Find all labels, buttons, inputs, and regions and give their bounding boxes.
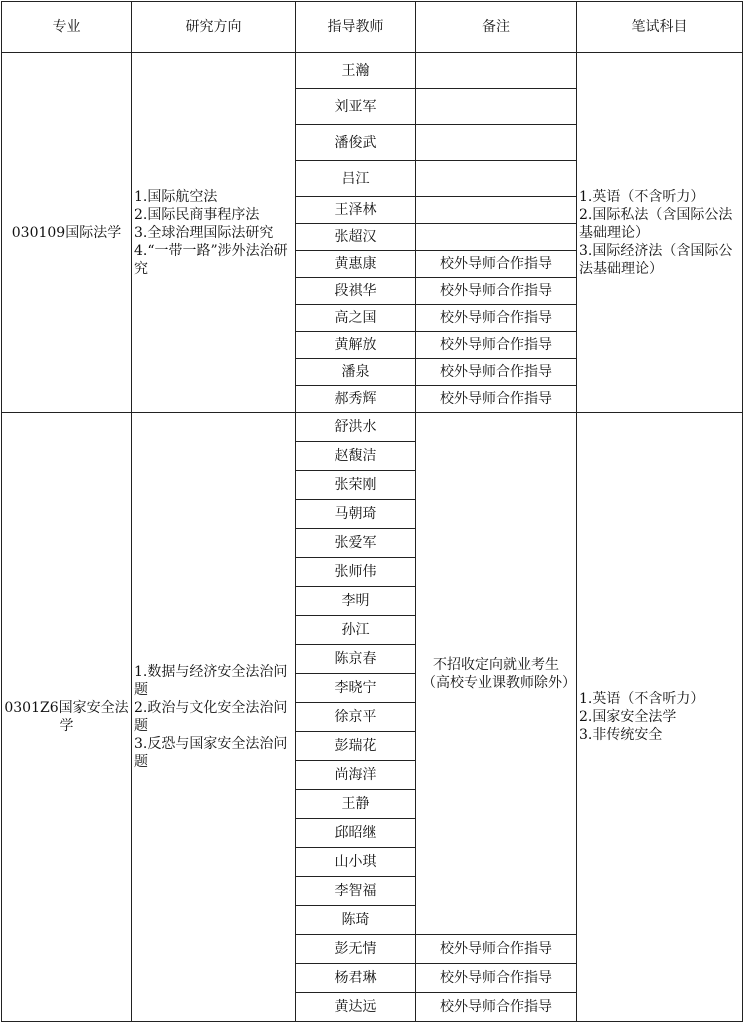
table-row [2,413,743,442]
major-name: 0301Z6国家安全法学 [2,413,132,1022]
exam-subject-item: 3.国际经济法（含国际公法基础理论） [579,242,733,277]
direction-item: 3.全球治理国际法研究 [134,224,274,241]
table-row [2,53,743,89]
exam-subject-list [577,53,743,413]
header-advisor: 指导教师 [296,2,416,53]
advisor-note: 校外导师合作指导 [416,935,577,964]
advisor-name: 李明 [296,587,416,616]
advisor-name: 刘亚军 [296,89,416,125]
advisor-name: 舒洪水 [296,413,416,442]
header-direction: 研究方向 [132,2,296,53]
advisor-name: 潘俊武 [296,125,416,161]
direction-item: 4.“一带一路”涉外法治研究 [134,242,288,277]
advisor-name: 山小琪 [296,848,416,877]
advisor-note: 校外导师合作指导 [416,359,577,386]
advisor-name: 郝秀辉 [296,386,416,413]
advisor-name: 潘泉 [296,359,416,386]
advisor-name: 张超汉 [296,224,416,251]
advisor-note [416,53,577,89]
header-exam-subjects: 笔试科目 [577,2,743,53]
direction-item: 3.反恐与国家安全法治问题 [134,736,288,770]
advisor-note: 校外导师合作指导 [416,251,577,278]
advisor-name: 黄达远 [296,993,416,1022]
header-note: 备注 [416,2,577,53]
header-row [2,2,743,53]
advisor-name: 吕江 [296,161,416,197]
direction-list [132,53,296,413]
advisor-note [416,89,577,125]
advisor-note [416,224,577,251]
advisor-name: 徐京平 [296,703,416,732]
group-note: 不招收定向就业考生（高校专业课教师除外） [416,413,577,935]
exam-subject-item: 3.非传统安全 [579,727,663,743]
advisor-note [416,161,577,197]
advisor-name: 张师伟 [296,558,416,587]
advisor-table [1,1,743,1022]
advisor-name: 尚海洋 [296,761,416,790]
advisor-name: 高之国 [296,305,416,332]
advisor-name: 陈琦 [296,906,416,935]
advisor-name: 邱昭继 [296,819,416,848]
advisor-note: 校外导师合作指导 [416,332,577,359]
advisor-name: 李晓宁 [296,674,416,703]
advisor-name: 王瀚 [296,53,416,89]
advisor-name: 杨君琳 [296,964,416,993]
advisor-note: 校外导师合作指导 [416,386,577,413]
advisor-name: 段祺华 [296,278,416,305]
exam-subject-item: 2.国家安全法学 [579,709,677,725]
advisor-note [416,197,577,224]
advisor-name: 陈京春 [296,645,416,674]
exam-subject-item: 1.英语（不含听力） [579,188,705,205]
advisor-name: 王泽林 [296,197,416,224]
major-name: 030109国际法学 [2,53,132,413]
advisor-note: 校外导师合作指导 [416,305,577,332]
direction-item: 2.国际民商事程序法 [134,206,260,223]
direction-list [132,413,296,1022]
advisor-name: 孙江 [296,616,416,645]
advisor-name: 彭无情 [296,935,416,964]
advisor-name: 张爱军 [296,529,416,558]
direction-item: 2.政治与文化安全法治问题 [134,700,288,734]
advisor-note: 校外导师合作指导 [416,993,577,1022]
advisor-note: 校外导师合作指导 [416,278,577,305]
advisor-name: 黄惠康 [296,251,416,278]
header-major: 专业 [2,2,132,53]
exam-subject-item: 2.国际私法（含国际公法基础理论） [579,206,733,241]
advisor-name: 张荣刚 [296,471,416,500]
advisor-name: 黄解放 [296,332,416,359]
direction-item: 1.数据与经济安全法治问题 [134,664,288,698]
advisor-note: 校外导师合作指导 [416,964,577,993]
advisor-name: 马朝琦 [296,500,416,529]
direction-item: 1.国际航空法 [134,188,218,205]
advisor-name: 赵馥洁 [296,442,416,471]
exam-subject-item: 1.英语（不含听力） [579,691,705,707]
advisor-name: 彭瑞花 [296,732,416,761]
advisor-note [416,125,577,161]
advisor-name: 李智福 [296,877,416,906]
advisor-name: 王静 [296,790,416,819]
exam-subject-list [577,413,743,1022]
